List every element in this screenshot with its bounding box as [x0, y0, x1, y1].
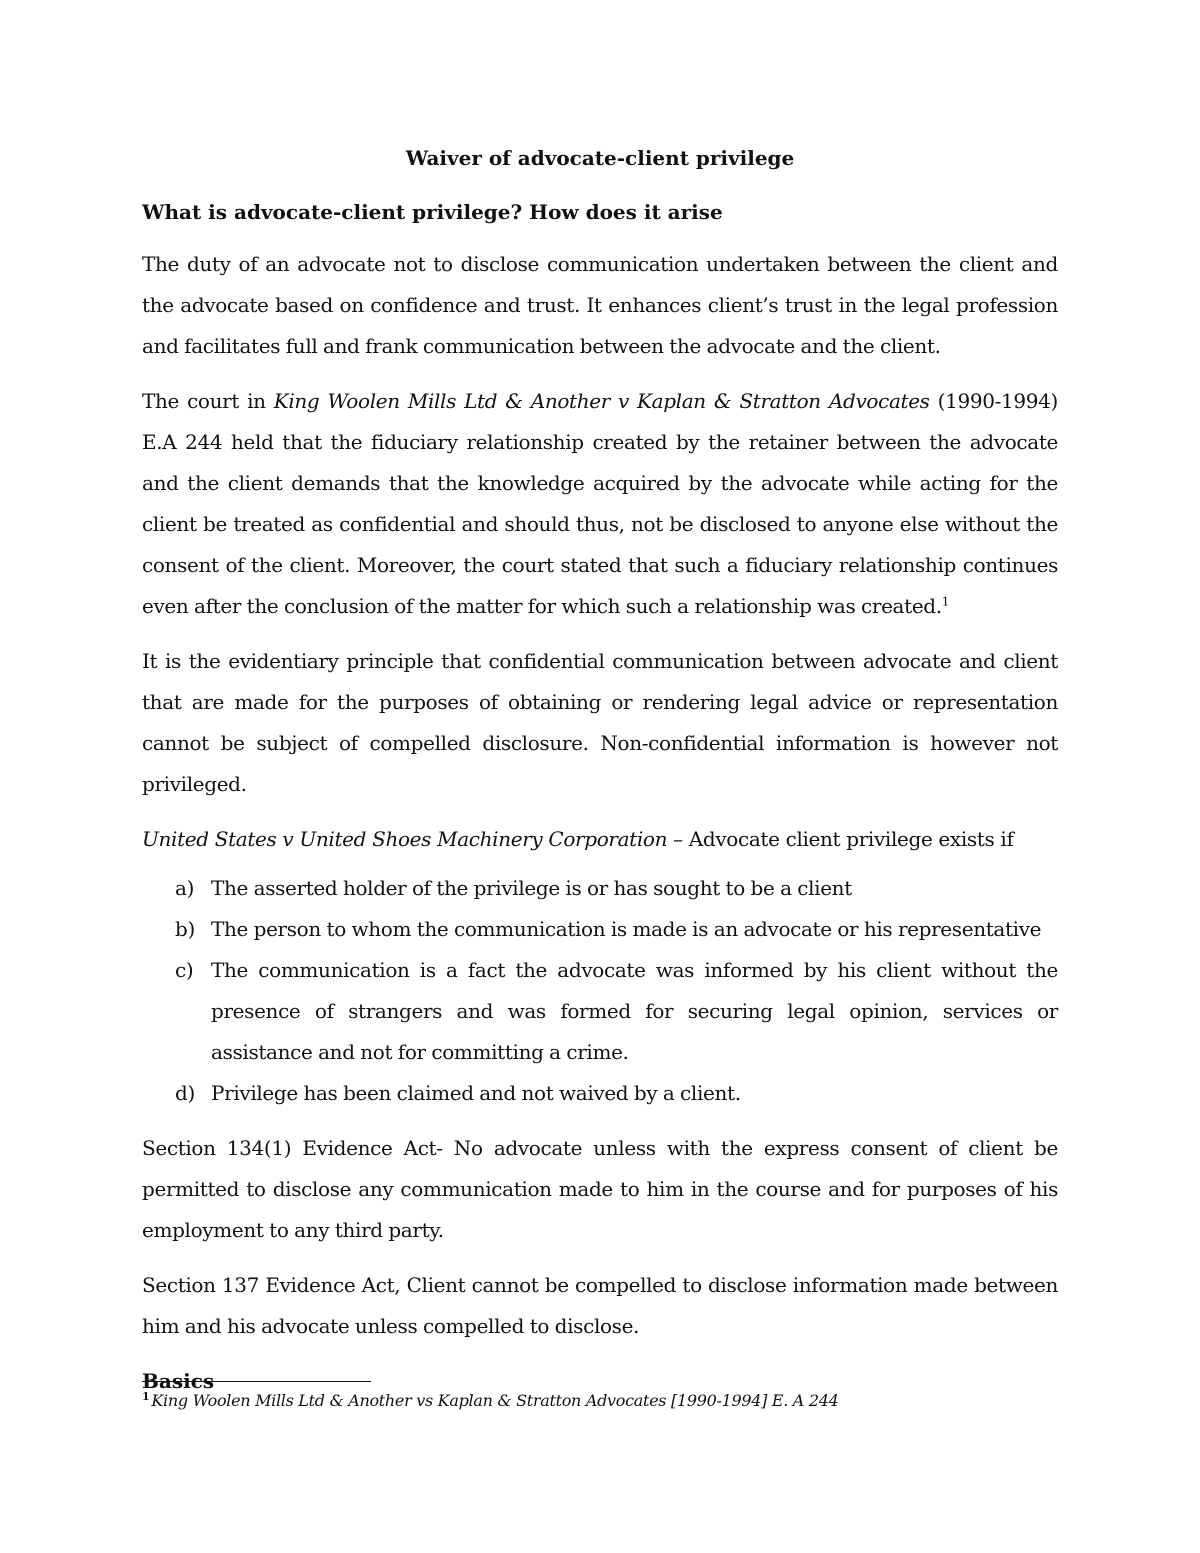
document-body [142, 140, 1058, 1399]
document-title: Waiver of advocate-client privilege [405, 146, 795, 170]
question-heading: What is advocate-client privilege? How does it arise [142, 200, 723, 224]
list-marker: c) [175, 958, 194, 982]
list-marker: d) [175, 1081, 195, 1105]
footnote [142, 1388, 1058, 1414]
basics-heading: Basics [142, 1369, 215, 1393]
privilege-conditions-list [142, 868, 1058, 1114]
list-item [142, 950, 1058, 1073]
list-item-text: The communication is a fact the advocate was informed by his client without the presence of strangers and was formed for securing legal opinion, services or assistance and not for committing a crime. [211, 958, 1058, 1064]
list-item-text: The asserted holder of the privilege is or has sought to be a client [211, 876, 852, 900]
paragraph-united-shoes-case [142, 819, 1058, 860]
case-intro-text: – Advocate client privilege exists if [667, 827, 1014, 851]
paragraph-section-134: Section 134(1) Evidence Act- No advocate unless with the express consent of client be permitted to disclose any communication made to him in the course and for purposes of his employment to any third party. [142, 1136, 1058, 1242]
case-lead-text: The court in [142, 389, 274, 413]
paragraph-definition: The duty of an advocate not to disclose communication undertaken between the client and the advocate based on confidence and trust. It enhances client’s trust in the legal profession and facilitates full and frank communication between the advocate and the client. [142, 252, 1058, 358]
footnote-mark: 1 [142, 1389, 150, 1403]
case-holding-text: (1990-1994) E.A 244 held that the fiduciary relationship created by the retainer between the advocate and the client demands that the knowledge acquired by the advocate while acting for the client be treated as confidential and should thus, not be disclosed to anyone else without the consent of the client. Moreover, the court stated that such a fiduciary relationship continues even after the conclusion of the matter for which such a relationship was created. [142, 389, 1058, 618]
list-marker: a) [175, 876, 195, 900]
footnote-divider [142, 1381, 371, 1382]
case-name-king-woolen: King Woolen Mills Ltd & Another v Kaplan & Stratton Advocates [273, 389, 930, 413]
footnote-text: King Woolen Mills Ltd & Another vs Kaplan & Stratton Advocates [1990-1994] E. A 244 [151, 1391, 839, 1410]
list-item [142, 909, 1058, 950]
footnote-reference[interactable]: 1 [941, 594, 950, 609]
paragraph-section-137: Section 137 Evidence Act, Client cannot be compelled to disclose information made between him and his advocate unless compelled to disclose. [142, 1273, 1058, 1338]
list-item-text: The person to whom the communication is made is an advocate or his representative [211, 917, 1042, 941]
list-item [142, 1073, 1058, 1114]
list-item [142, 868, 1058, 909]
list-marker: b) [175, 917, 195, 941]
paragraph-evidentiary-principle: It is the evidentiary principle that confidential communication between advocate and client that are made for the purposes of obtaining or rendering legal advice or representation cannot be subject of compelled disclosure. Non-confidential information is however not privileged. [142, 649, 1058, 796]
list-item-text: Privilege has been claimed and not waived by a client. [211, 1081, 741, 1105]
paragraph-king-woolen-case [142, 381, 1058, 627]
case-name-united-shoes: United States v United Shoes Machinery Corporation [142, 827, 668, 851]
